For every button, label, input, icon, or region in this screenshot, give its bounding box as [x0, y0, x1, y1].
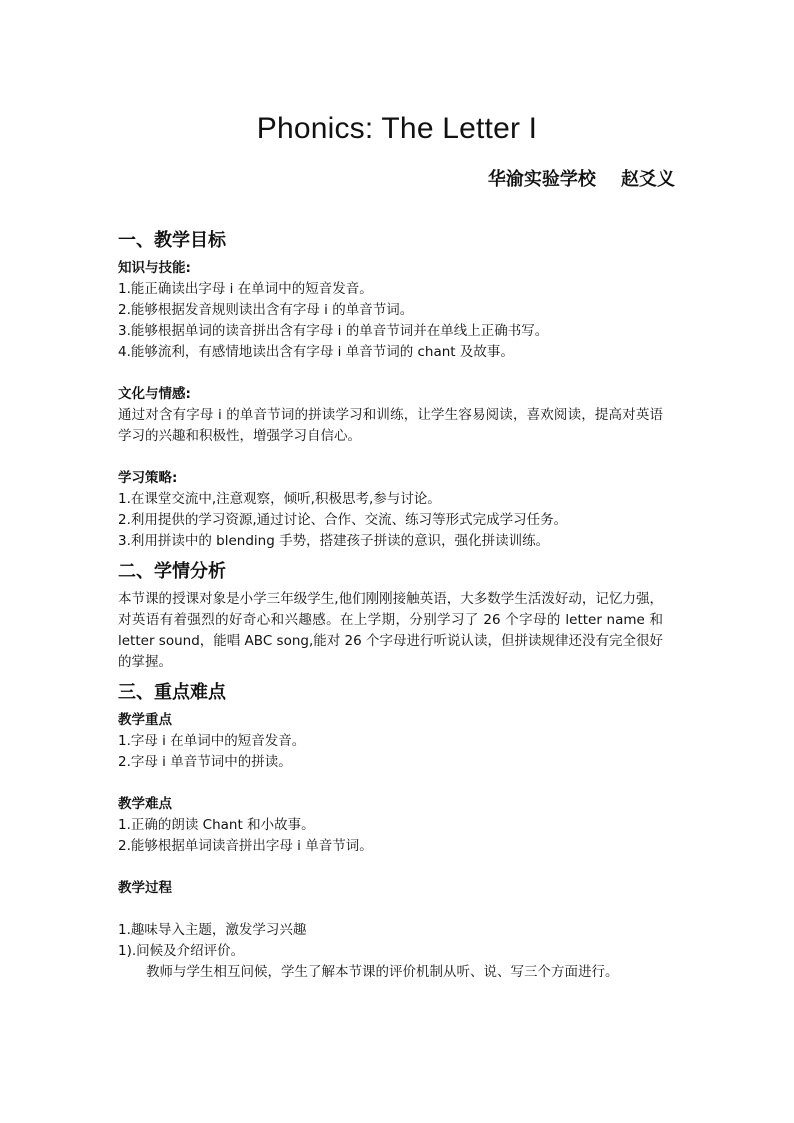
knowledge-item-3: 3.能够根据单词的读音拼出含有字母 i 的单音节词并在单线上正确书写。	[118, 323, 549, 339]
subheading-culture-emotion: 文化与情感:	[118, 386, 191, 402]
process-step-1: 1.趣味导入主题，激发学习兴趣	[118, 922, 307, 938]
difficulty-item-1: 1.正确的朗读 Chant 和小故事。	[118, 817, 315, 833]
section-heading-key-difficult-points: 三、重点难点	[118, 682, 226, 703]
learner-analysis-text: 本节课的授课对象是小学三年级学生,他们刚刚接触英语，大多数学生活泼好动，记忆力强，对英语有着强烈的好奇心和兴趣感。在上学期，分别学习了 26 个字母的 letter name 和 letter sound，能唱 ABC song,能对 26 个字母进行听说认读，但拼读规律还没有完全很好的掌握。	[118, 591, 664, 670]
subheading-knowledge-skills: 知识与技能:	[118, 260, 191, 276]
document-body	[118, 228, 678, 983]
section-heading-learner-analysis: 二、学情分析	[118, 561, 226, 582]
strategy-item-3: 3.利用拼读中的 blending 手势，搭建孩子拼读的意识，强化拼读训练。	[118, 533, 550, 549]
knowledge-item-2: 2.能够根据发音规则读出含有字母 i 的单音节词。	[118, 302, 414, 318]
section-heading-teaching-objectives: 一、教学目标	[118, 230, 226, 251]
author-line: 华渝实验学校 赵爻义	[487, 169, 675, 190]
document-title: Phonics: The Letter I	[256, 112, 538, 145]
subheading-learning-strategy: 学习策略:	[118, 470, 178, 486]
focus-item-2: 2.字母 i 单音节词中的拼读。	[118, 754, 292, 770]
subheading-teaching-focus: 教学重点	[118, 712, 172, 728]
knowledge-item-1: 1.能正确读出字母 i 在单词中的短音发音。	[118, 281, 373, 297]
process-substep: 1).问候及介绍评价。	[118, 943, 245, 959]
subheading-teaching-difficulties: 教学难点	[118, 796, 172, 812]
knowledge-item-4: 4.能够流利，有感情地读出含有字母 i 单音节词的 chant 及故事。	[118, 344, 514, 360]
difficulty-item-2: 2.能够根据单词读音拼出字母 i 单音节词。	[118, 838, 373, 854]
process-description: 教师与学生相互问候，学生了解本节课的评价机制从听、说、写三个方面进行。	[146, 964, 619, 980]
culture-emotion-text: 通过对含有字母 i 的单音节词的拼读学习和训练，让学生容易阅读，喜欢阅读，提高对英语学习的兴趣和积极性，增强学习自信心。	[118, 407, 663, 444]
strategy-item-1: 1.在课堂交流中,注意观察，倾听,积极思考,参与讨论。	[118, 491, 441, 507]
subheading-teaching-process: 教学过程	[118, 880, 172, 896]
focus-item-1: 1.字母 i 在单词中的短音发音。	[118, 733, 306, 749]
strategy-item-2: 2.利用提供的学习资源,通过讨论、合作、交流、练习等形式完成学习任务。	[118, 512, 568, 528]
